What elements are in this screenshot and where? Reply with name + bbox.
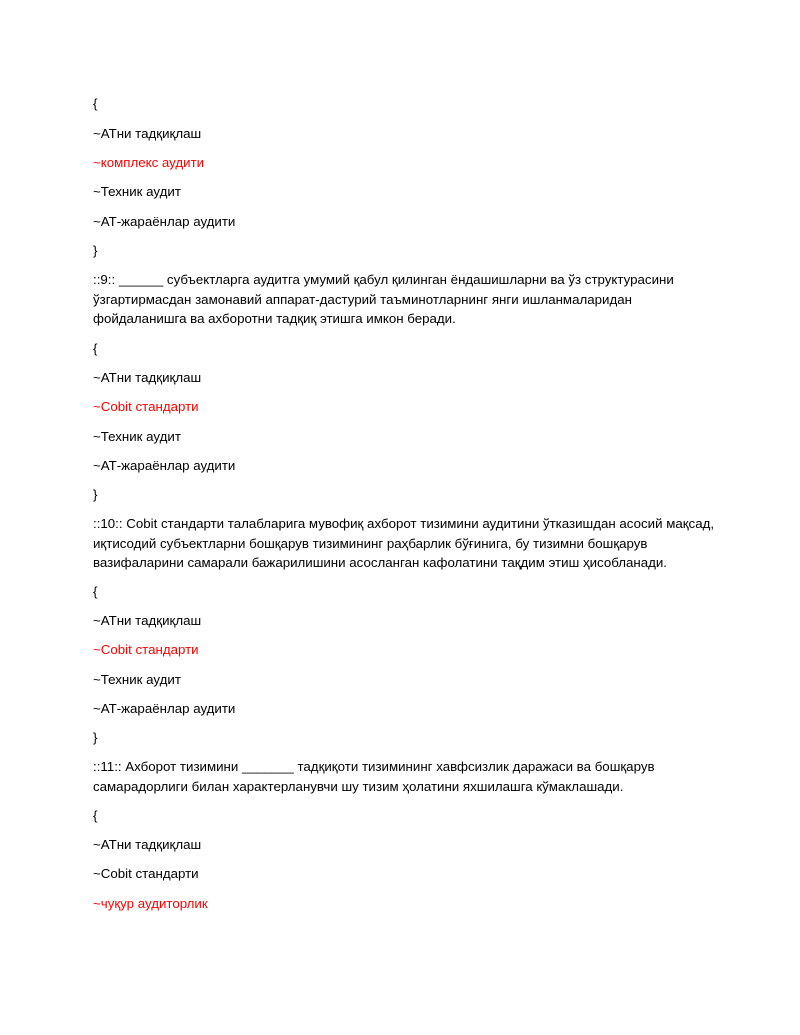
answer-option: ~АТни тадқиқлаш [93,613,202,628]
answer-option: ~АТ-жараёнлар аудити [93,214,236,229]
question-text: ::11:: Ахборот тизимини _______ тадқиқоти тизимининг хавфсизлик даражаси ва бошқарув самарадорлиги билан характерланувчи шу тизим ҳолатини яхшилашга кўмаклашади. [93,759,655,794]
answer-option: ~Cobit стандарти [93,866,199,881]
open-brace: { [93,96,98,111]
correct-answer-option: ~Cobit стандарти [93,399,199,414]
open-brace: { [93,584,98,599]
question-text: ::9:: ______ субъектларга аудитга умумий қабул қилинган ёндашишларни ва ўз структурасини ўзгартирмасдан замонавий аппарат-дастурий таъминотларнинг янги ишланмаларидан фойдаланишга ва ахборотни тадқиқ этишга имкон беради. [93,272,674,326]
answer-option: ~АТни тадқиқлаш [93,837,202,852]
answer-option: ~АТ-жараёнлар аудити [93,458,236,473]
answer-option: ~АТни тадқиқлаш [93,126,202,141]
close-brace: } [93,487,98,502]
answer-option: ~АТ-жараёнлар аудити [93,701,236,716]
correct-answer-option: ~комплекс аудити [93,155,205,170]
open-brace: { [93,341,98,356]
open-brace: { [93,808,98,823]
answer-option: ~Техник аудит [93,429,181,444]
close-brace: } [93,243,98,258]
answer-option: ~Техник аудит [93,184,181,199]
correct-answer-option: ~Cobit стандарти [93,642,199,657]
answer-option: ~Техник аудит [93,672,181,687]
correct-answer-option: ~чуқур аудиторлик [93,896,208,911]
question-text: ::10:: Cobit стандарти талабларига мувофиқ ахборот тизимини аудитини ўтказишдан асосий мақсад, иқтисодий субъектларни бошқарув тизимининг раҳбарлик бўғинига, бу тизимни бошқарув вазифаларини самарали бажарилишини асосланган кафолатини тақдим этиш ҳисобланади. [93,516,715,570]
close-brace: } [93,730,98,745]
answer-option: ~АТни тадқиқлаш [93,370,202,385]
